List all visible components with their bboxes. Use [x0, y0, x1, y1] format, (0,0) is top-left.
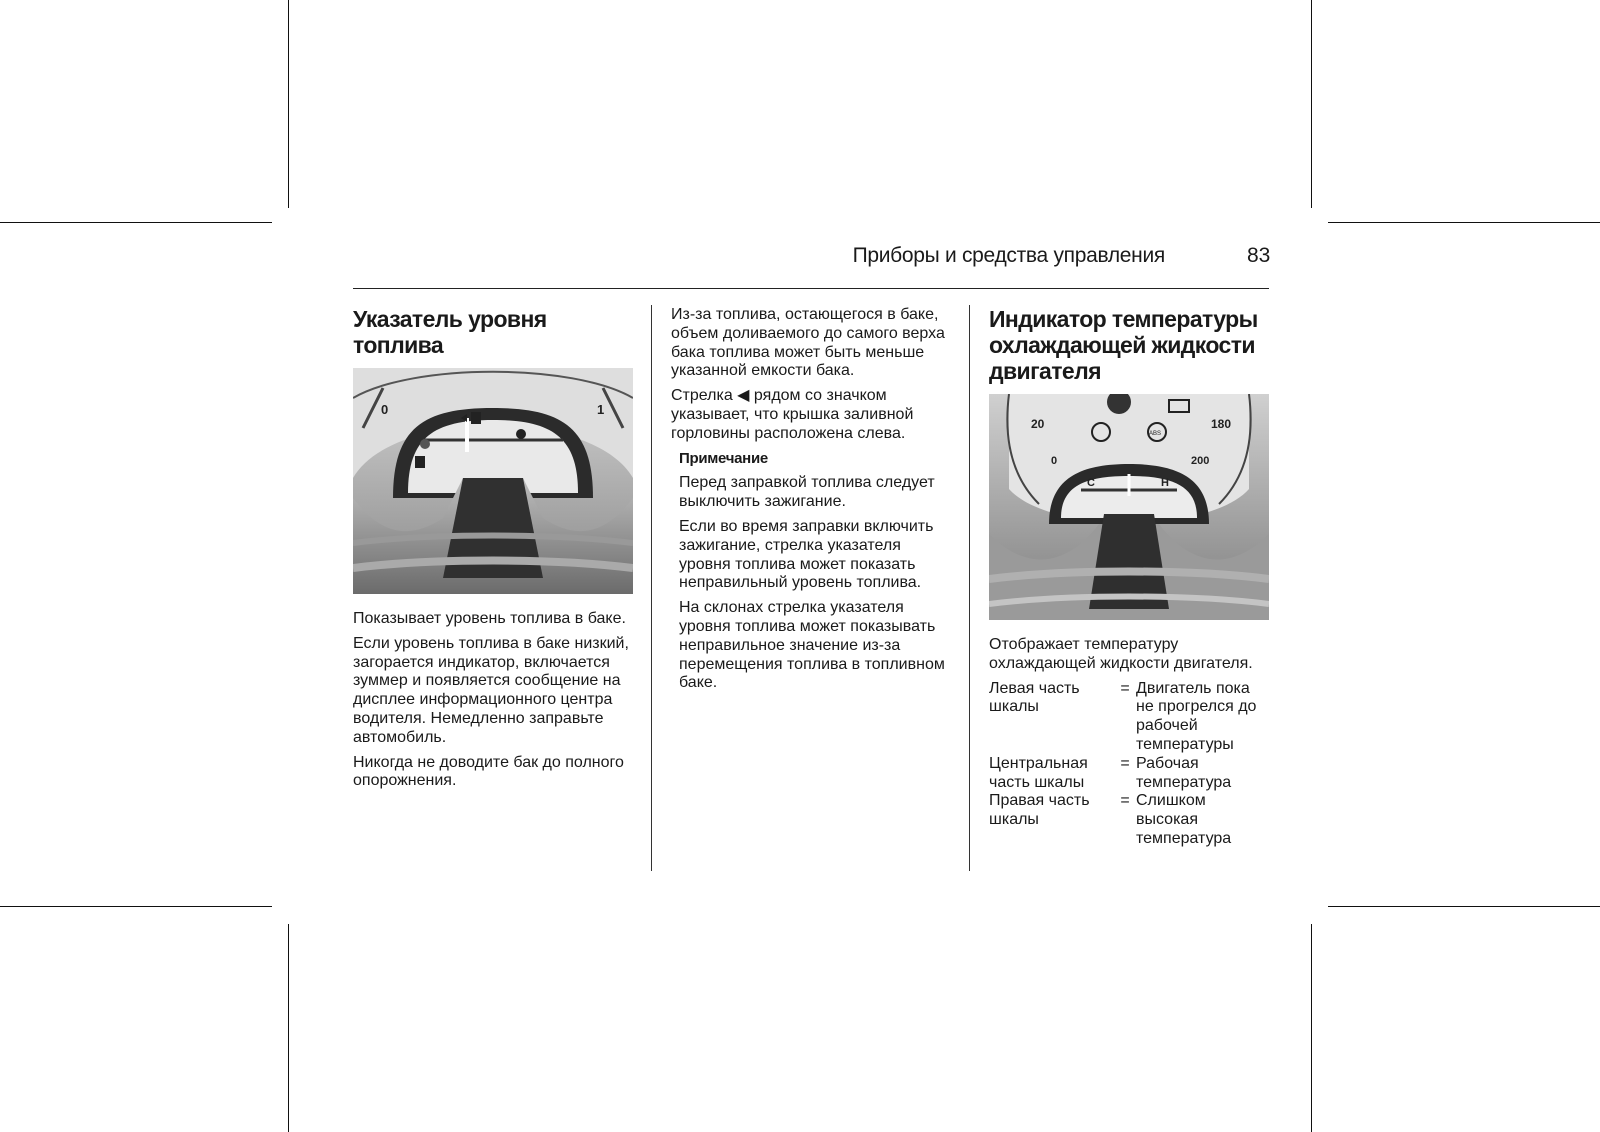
crop-mark	[1328, 906, 1600, 907]
note-box	[671, 450, 955, 694]
table-description: Слишком высокая температура	[1136, 792, 1232, 847]
fuel-gauge-photo	[353, 368, 633, 594]
table-term: Левая часть шкалы	[989, 679, 1080, 716]
paragraph: Никогда не доводите бак до полного опорожнения.	[353, 753, 624, 790]
scale-label: 20	[1031, 417, 1045, 431]
crop-mark	[1311, 924, 1312, 1132]
abs-label: ABS	[1149, 431, 1162, 437]
crop-mark	[288, 0, 289, 208]
scale-label: 200	[1191, 455, 1210, 467]
right-column	[989, 306, 1271, 849]
cold-label: C	[1087, 477, 1095, 489]
crop-mark	[0, 906, 272, 907]
hot-label: H	[1161, 477, 1169, 489]
crop-mark	[0, 222, 272, 223]
table-separator: =	[1120, 792, 1130, 810]
table-term: Правая часть шкалы	[989, 792, 1090, 829]
table-description: Рабочая температура	[1136, 754, 1232, 791]
page-header-title: Приборы и средства управления	[852, 244, 1165, 267]
section-heading-coolant-temperature: Индикатор температуры охлаждающей жидкости двигателя	[989, 306, 1258, 384]
crop-mark	[1328, 222, 1600, 223]
note-paragraph: Перед заправкой топлива следует выключить зажигание.	[679, 474, 935, 511]
column-divider	[969, 305, 970, 871]
scale-label: 0	[1051, 455, 1058, 467]
temperature-table	[989, 680, 1271, 849]
gauge-full-mark: 1	[597, 402, 605, 417]
crop-mark	[288, 924, 289, 1132]
column-divider	[651, 305, 652, 871]
note-paragraph: На склонах стрелка указателя уровня топлива может показывать неправильное значение из-за перемещения топлива в топливном баке.	[679, 599, 945, 692]
table-separator: =	[1120, 754, 1130, 772]
paragraph: Отображает температуру охлаждающей жидкости двигателя.	[989, 636, 1253, 672]
paragraph: Из-за топлива, остающегося в баке, объем доливаемого до самого верха бака топлива может быть меньше указанной емкости бака.	[671, 306, 945, 380]
paragraph: Стрелка ◀ рядом со значком указывает, что крышка заливной горловины расположена слева.	[671, 387, 914, 442]
scale-label: 180	[1211, 417, 1232, 431]
paragraph: Если уровень топлива в баке низкий, загорается индикатор, включается зуммер и появляется сообщение на дисплее информационного центра водителя. Немедленно заправьте автомобиль.	[353, 634, 629, 746]
middle-column	[671, 306, 955, 699]
left-column	[353, 306, 633, 797]
section-heading-fuel-gauge: Указатель уровня топлива	[353, 306, 547, 358]
paragraph: Показывает уровень топлива в баке.	[353, 610, 626, 627]
table-separator: =	[1120, 679, 1130, 697]
gauge-empty-mark: 0	[381, 402, 389, 417]
note-paragraph: Если во время заправки включить зажигание, стрелка указателя уровня топлива может показать неправильный уровень топлива.	[679, 517, 934, 592]
coolant-gauge-photo	[989, 394, 1269, 620]
crop-mark	[1311, 0, 1312, 208]
note-heading: Примечание	[679, 449, 768, 467]
table-description: Двигатель пока не прогрелся до рабочей температуры	[1136, 679, 1257, 753]
page-number: 83	[1247, 244, 1271, 267]
table-term: Центральная часть шкалы	[989, 754, 1088, 791]
header-rule	[353, 288, 1269, 289]
